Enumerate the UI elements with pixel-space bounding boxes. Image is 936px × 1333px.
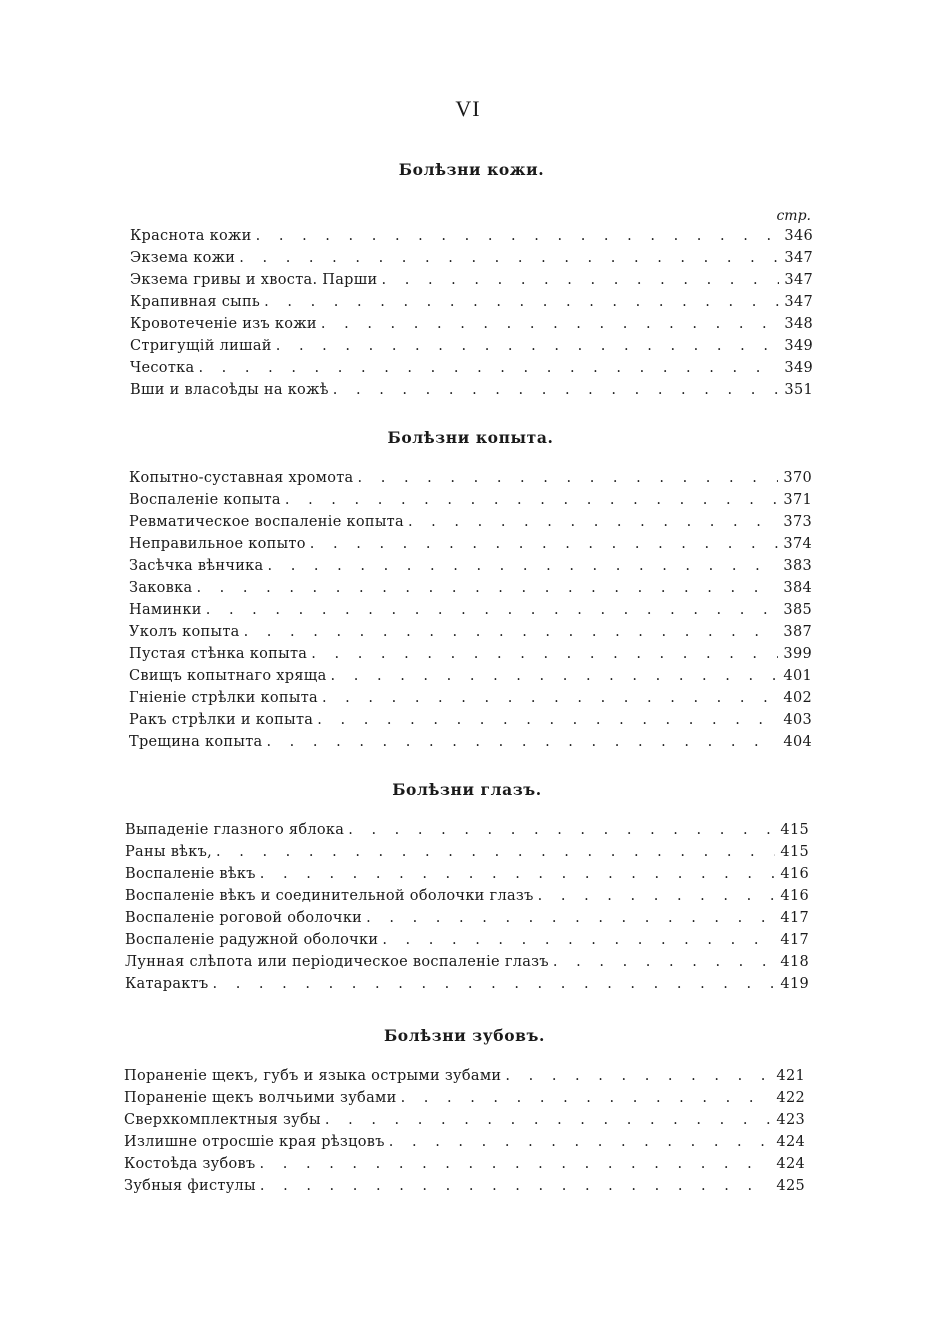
entry-title: Костоѣда зубовъ: [124, 1156, 256, 1172]
entry-page: 348: [784, 316, 813, 332]
dot-leader: [196, 580, 778, 596]
entry-title: Воспаленіе радужной оболочки: [125, 932, 379, 948]
entry-page: 421: [776, 1068, 805, 1084]
toc-entry[interactable]: [129, 470, 812, 492]
dot-leader: [538, 888, 775, 904]
toc-entry[interactable]: [129, 514, 812, 536]
toc-entry[interactable]: [125, 954, 809, 976]
entry-title: Вши и власоѣды на кожѣ: [130, 382, 329, 398]
toc-entry[interactable]: [125, 822, 809, 844]
entry-page: 416: [780, 888, 809, 904]
dot-leader: [216, 844, 775, 860]
entry-page: 347: [784, 250, 813, 266]
entry-page: 417: [780, 932, 809, 948]
section-title: Болѣзни кожи.: [398, 160, 545, 179]
dot-leader: [317, 712, 778, 728]
toc-entry[interactable]: [124, 1068, 805, 1090]
entry-page: 351: [784, 382, 813, 398]
entry-title: Краснота кожи: [130, 228, 252, 244]
section-title: Болѣзни глазъ.: [392, 780, 542, 799]
entry-list: [124, 1068, 805, 1200]
entry-page: 384: [783, 580, 812, 596]
entry-title: Трещина копыта: [129, 734, 263, 750]
toc-entry[interactable]: [129, 558, 812, 580]
dot-leader: [198, 360, 779, 376]
toc-entry[interactable]: [129, 492, 812, 514]
entry-title: Крапивная сыпь: [130, 294, 261, 310]
toc-entry[interactable]: [125, 932, 809, 954]
dot-leader: [331, 668, 778, 684]
dot-leader: [325, 1112, 771, 1128]
entry-page: 404: [783, 734, 812, 750]
dot-leader: [389, 1134, 771, 1150]
section-title: Болѣзни зубовъ.: [383, 1026, 546, 1045]
entry-title: Чесотка: [130, 360, 195, 376]
entry-page: 402: [783, 690, 812, 706]
toc-entry[interactable]: [130, 338, 813, 360]
entry-title: Кровотеченіе изъ кожи: [130, 316, 317, 332]
toc-entry[interactable]: [130, 360, 813, 382]
dot-leader: [264, 294, 779, 310]
entry-title: Свищъ копытнаго хряща: [129, 668, 327, 684]
entry-page: 415: [780, 844, 809, 860]
dot-leader: [333, 382, 779, 398]
entry-title: Воспаленіе роговой оболочки: [125, 910, 363, 926]
entry-page: 418: [780, 954, 809, 970]
entry-title: Засѣчка вѣнчика: [129, 558, 264, 574]
entry-page: 424: [776, 1134, 805, 1150]
dot-leader: [244, 624, 778, 640]
entry-page: 374: [783, 536, 812, 552]
entry-page: 403: [783, 712, 812, 728]
entry-title: Катарактъ: [125, 976, 209, 992]
dot-leader: [348, 822, 775, 838]
dot-leader: [285, 492, 778, 508]
page-column-label: стр.: [776, 208, 811, 224]
toc-entry[interactable]: [125, 976, 809, 998]
entry-title: Воспаленіе копыта: [129, 492, 281, 508]
entry-page: 385: [783, 602, 812, 618]
toc-entry[interactable]: [125, 910, 809, 932]
entry-title: Воспаленіе вѣкъ и соединительной оболочки глазъ: [125, 888, 534, 904]
section-title: Болѣзни копыта.: [387, 428, 554, 447]
section-eyes: [125, 780, 809, 998]
dot-leader: [239, 250, 779, 266]
entry-page: 422: [776, 1090, 805, 1106]
entry-page: 423: [776, 1112, 805, 1128]
toc-entry[interactable]: [124, 1156, 805, 1178]
entry-list: [130, 228, 813, 404]
toc-entry[interactable]: [130, 382, 813, 404]
entry-page: 349: [784, 360, 813, 376]
toc-entry[interactable]: [125, 866, 809, 888]
entry-title: Лунная слѣпота или періодическое воспаленіе глазъ: [125, 954, 549, 970]
entry-page: 425: [776, 1178, 805, 1194]
entry-page: 416: [780, 866, 809, 882]
entry-page: 419: [780, 976, 809, 992]
dot-leader: [505, 1068, 771, 1084]
entry-page: 347: [784, 272, 813, 288]
entry-title: Уколъ копыта: [129, 624, 240, 640]
entry-page: 415: [780, 822, 809, 838]
toc-entry[interactable]: [130, 228, 813, 250]
entry-page: 387: [783, 624, 812, 640]
toc-entry[interactable]: [129, 602, 812, 624]
toc-entry[interactable]: [130, 272, 813, 294]
toc-entry[interactable]: [129, 624, 812, 646]
toc-entry[interactable]: [129, 536, 812, 558]
entry-page: 383: [783, 558, 812, 574]
dot-leader: [321, 316, 779, 332]
dot-leader: [260, 1178, 771, 1194]
dot-leader: [382, 272, 779, 288]
toc-entry[interactable]: [124, 1090, 805, 1112]
toc-entry[interactable]: [129, 646, 812, 668]
entry-title: Сверхкомплектныя зубы: [124, 1112, 321, 1128]
entry-title: Гніеніе стрѣлки копыта: [129, 690, 318, 706]
toc-entry[interactable]: [129, 712, 812, 734]
entry-page: 346: [784, 228, 813, 244]
toc-entry[interactable]: [129, 734, 812, 756]
dot-leader: [276, 338, 779, 354]
entry-title: Выпаденіе глазного яблока: [125, 822, 345, 838]
dot-leader: [382, 932, 775, 948]
dot-leader: [401, 1090, 771, 1106]
dot-leader: [366, 910, 775, 926]
section-skin: [130, 160, 813, 404]
toc-entry[interactable]: [129, 580, 812, 602]
entry-title: Ревматическое воспаленіе копыта: [129, 514, 404, 530]
page-number: VI: [455, 96, 481, 121]
toc-entry[interactable]: [130, 250, 813, 272]
entry-title: Стригущій лишай: [130, 338, 272, 354]
entry-page: 349: [784, 338, 813, 354]
toc-entry[interactable]: [130, 294, 813, 316]
toc-entry[interactable]: [124, 1112, 805, 1134]
entry-title: Копытно-суставная хромота: [129, 470, 354, 486]
entry-page: 417: [780, 910, 809, 926]
entry-title: Зубныя фистулы: [124, 1178, 256, 1194]
entry-title: Пораненіе щекъ волчьими зубами: [124, 1090, 397, 1106]
section-hoof: [129, 428, 812, 756]
entry-title: Пустая стѣнка копыта: [129, 646, 308, 662]
entry-title: Заковка: [129, 580, 193, 596]
dot-leader: [256, 228, 779, 244]
entry-title: Излишне отросшіе края рѣзцовъ: [124, 1134, 385, 1150]
dot-leader: [260, 1156, 771, 1172]
entry-title: Экзема гривы и хвоста. Парши: [130, 272, 378, 288]
toc-entry[interactable]: [124, 1134, 805, 1156]
dot-leader: [322, 690, 778, 706]
entry-page: 370: [783, 470, 812, 486]
dot-leader: [206, 602, 778, 618]
toc-entry[interactable]: [130, 316, 813, 338]
dot-leader: [267, 558, 778, 574]
entry-page: 399: [783, 646, 812, 662]
dot-leader: [408, 514, 778, 530]
entry-page: 424: [776, 1156, 805, 1172]
dot-leader: [260, 866, 775, 882]
entry-page: 347: [784, 294, 813, 310]
entry-title: Раны вѣкъ,: [125, 844, 213, 860]
section-teeth: [124, 1026, 805, 1200]
toc-entry[interactable]: [125, 844, 809, 866]
dot-leader: [553, 954, 775, 970]
entry-page: 371: [783, 492, 812, 508]
entry-page: 401: [783, 668, 812, 684]
dot-leader: [266, 734, 778, 750]
toc-entry[interactable]: [129, 690, 812, 712]
entry-list: [125, 822, 809, 998]
entry-title: Экзема кожи: [130, 250, 236, 266]
entry-list: [129, 470, 812, 756]
dot-leader: [311, 646, 778, 662]
toc-entry[interactable]: [124, 1178, 805, 1200]
entry-title: Ракъ стрѣлки и копыта: [129, 712, 314, 728]
toc-entry[interactable]: [125, 888, 809, 910]
entry-title: Воспаленіе вѣкъ: [125, 866, 256, 882]
entry-title: Наминки: [129, 602, 202, 618]
dot-leader: [358, 470, 778, 486]
entry-title: Неправильное копыто: [129, 536, 306, 552]
toc-entry[interactable]: [129, 668, 812, 690]
dot-leader: [212, 976, 775, 992]
dot-leader: [310, 536, 778, 552]
entry-page: 373: [783, 514, 812, 530]
entry-title: Пораненіе щекъ, губъ и языка острыми зубами: [124, 1068, 502, 1084]
